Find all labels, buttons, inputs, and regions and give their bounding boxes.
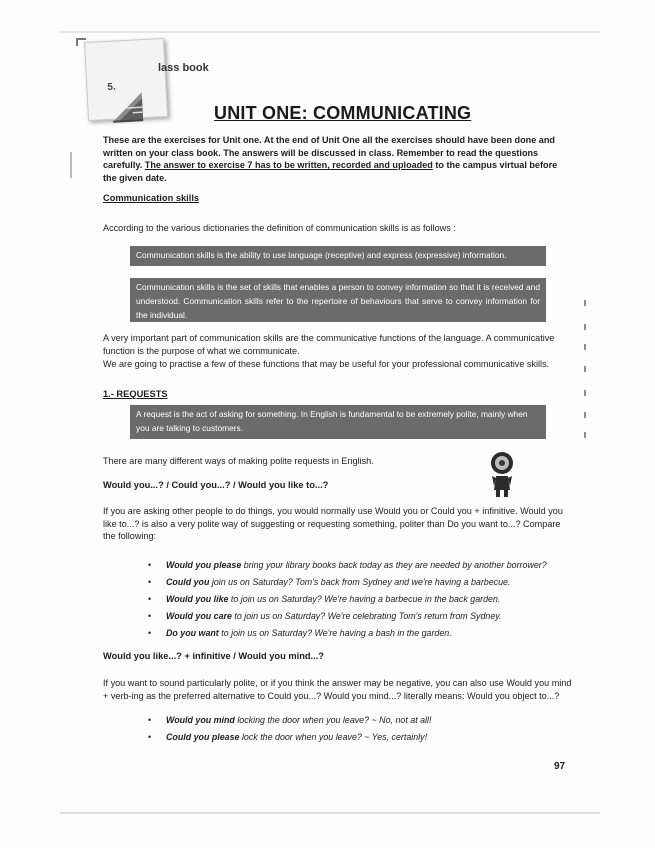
scan-edge-top bbox=[60, 31, 600, 33]
request-definition-box: A request is the act of asking for something. In English is fundamental to be extremely polite, mainly when you are talking to customers. bbox=[130, 405, 546, 439]
section-heading-communication-skills: Communication skills bbox=[103, 193, 200, 203]
list-item: • Do you want to join us on Saturday? We're having a bash in the garden. bbox=[148, 628, 452, 638]
would-could-paragraph: If you are asking other people to do things, you would normally use Would you or Could you + infinitive. Would you like to...? is also a very polite way of suggesting or requesting something, politer than Do you want to...? Compare the following: bbox=[103, 506, 563, 541]
scan-edge-bottom bbox=[60, 812, 600, 814]
list-item: • Could you join us on Saturday? Tom's back from Sydney and we're having a barbecue. bbox=[148, 577, 511, 587]
intro-underlined-text: The answer to exercise 7 has to be written, recorded and uploaded bbox=[144, 160, 433, 170]
margin-tick bbox=[70, 152, 72, 178]
megaphone-icon bbox=[484, 450, 520, 498]
subheading-would-could: Would you...? / Could you...? / Would you like to...? bbox=[103, 480, 329, 490]
page-number: 97 bbox=[554, 761, 566, 772]
list-item: • Would you please bring your library books back today as they are needed by another borrower? bbox=[148, 560, 547, 570]
section-heading-requests: 1.- REQUESTS bbox=[103, 389, 168, 399]
margin-dash bbox=[584, 432, 586, 438]
intro-paragraph bbox=[103, 134, 573, 184]
intro-text-end: to the campus virtual before the given date. bbox=[103, 160, 558, 183]
definition-box-1: Communication skills is the ability to use language (receptive) and express (expressive) information. bbox=[130, 246, 546, 266]
would-mind-paragraph: If you want to sound particularly polite, or if you think the answer may be negative, you can also use Would you mind + verb-ing as the preferred alternative to Could you...? Would you mind...? literally means: Would you object to...? bbox=[103, 678, 572, 701]
margin-dash bbox=[584, 300, 586, 306]
definition-box-2: Communication skills is the set of skills that enables a person to convey information so that it is received and understood. Communication skills refer to the repertoire of behaviours that serve to convey information for the individual. bbox=[130, 278, 546, 322]
list-item: • Would you care to join us on Saturday? We're celebrating Tom's return from Sydney. bbox=[148, 611, 502, 621]
margin-dash bbox=[584, 412, 586, 418]
communicative-functions-paragraph: A very important part of communication skills are the communicative functions of the language. A communicative function is the purpose of what we communicate. bbox=[103, 333, 555, 356]
list-item: • Could you please lock the door when you leave? ~ Yes, certainly! bbox=[148, 732, 428, 742]
unit-title: UNIT ONE: COMMUNICATING bbox=[214, 103, 472, 123]
tab-number: 5. bbox=[107, 81, 117, 93]
list-item: • Would you mind locking the door when you leave? ~ No, not at all! bbox=[148, 715, 432, 725]
practise-paragraph: We are going to practise a few of these functions that may be useful for your professional communicative skills. bbox=[103, 359, 550, 369]
requests-lead: There are many different ways of making polite requests in English. bbox=[103, 456, 374, 466]
unit-logo-icon bbox=[108, 90, 146, 126]
intro-text: These are the exercises for Unit one. At the end of Unit One all the exercises should have been done and written on your class book. The answers will be discussed in class. Remember to read the questions carefully. bbox=[103, 135, 555, 170]
margin-dash bbox=[584, 324, 586, 330]
margin-dash bbox=[584, 390, 586, 396]
examples-list-1 bbox=[148, 557, 547, 642]
class-book-label: lass book bbox=[158, 62, 209, 74]
unit-tab-card bbox=[84, 38, 168, 121]
examples-list-2 bbox=[148, 712, 431, 746]
list-item: • Would you like to join us on Saturday? We're having a barbecue in the back garden. bbox=[148, 594, 501, 604]
margin-dash bbox=[584, 366, 586, 372]
definition-lead: According to the various dictionaries the definition of communication skills is as follows : bbox=[103, 223, 456, 233]
subheading-would-mind: Would you like...? + infinitive / Would you mind...? bbox=[103, 651, 324, 661]
margin-dash bbox=[584, 344, 586, 350]
